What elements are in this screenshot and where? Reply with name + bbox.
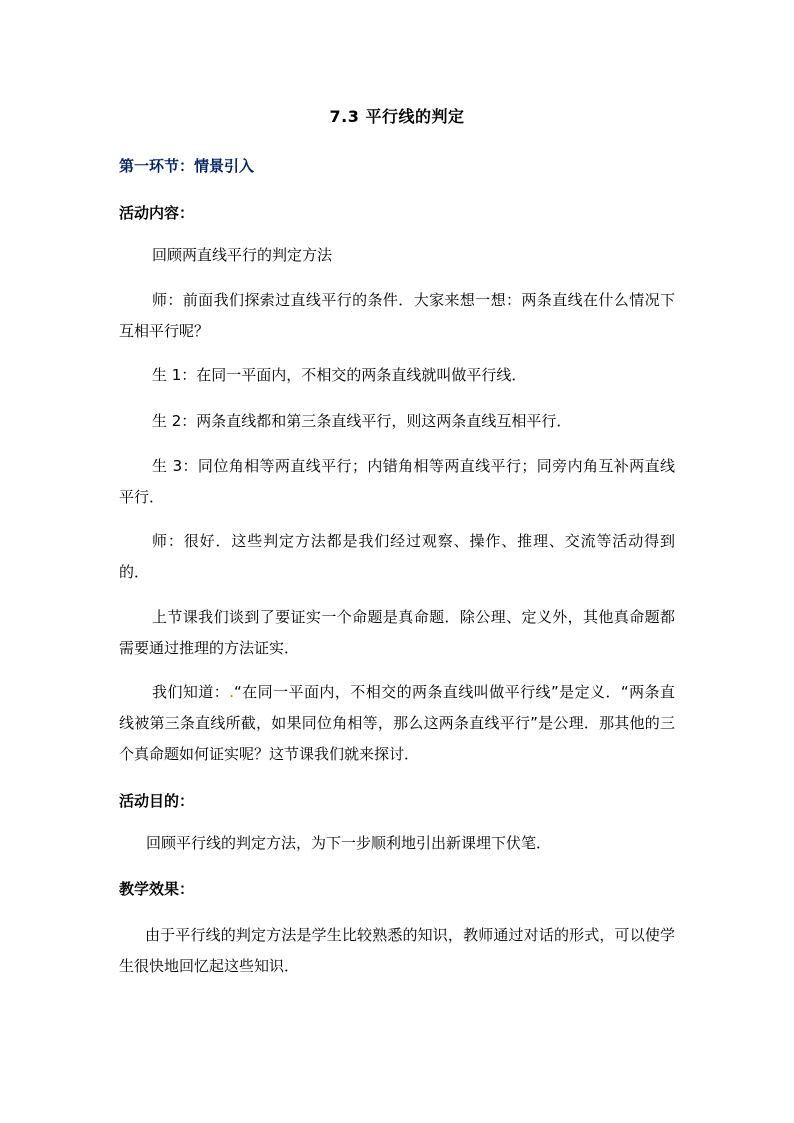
student1-paragraph: 生 1：在同一平面内，不相交的两条直线就叫做平行线．	[152, 366, 527, 384]
known-facts-text: “在同一平面内，不相交的两条直线叫做平行线”是定义．“两条直线被第三条直线所截，如果同位角相等，那么这两条直线平行”是公理．那其他的三个真命题如何证实呢？这节课我们就来探讨．	[119, 683, 675, 763]
known-facts-paragraph	[119, 677, 675, 770]
intro-paragraph: 回顾两直线平行的判定方法	[152, 246, 333, 264]
activity-goal-heading: 活动目的：	[119, 792, 195, 810]
teaching-effect-heading: 教学效果：	[119, 880, 195, 898]
known-facts-mark: .	[229, 683, 234, 701]
student3-paragraph: 生 3：同位角相等两直线平行；内错角相等两直线平行；同旁内角互补两直线平行．	[119, 457, 675, 506]
activity-content-heading: 活动内容：	[119, 204, 195, 222]
student2-paragraph: 生 2：两条直线都和第三条直线平行，则这两条直线互相平行．	[152, 412, 572, 430]
last-lesson-paragraph: 上节课我们谈到了要证实一个命题是真命题．除公理、定义外，其他真命题都需要通过推理的方法证实．	[119, 608, 675, 657]
goal-paragraph: 回顾平行线的判定方法，为下一步顺利地引出新课埋下伏笔．	[146, 834, 552, 852]
effect-paragraph: 由于平行线的判定方法是学生比较熟悉的知识，教师通过对话的形式，可以使学生很快地回忆起这些知识．	[119, 926, 675, 975]
section-heading: 第一环节：情景引入	[119, 157, 255, 175]
known-facts-prefix: 我们知道：	[152, 683, 230, 701]
page-title: 7.3 平行线的判定	[329, 107, 465, 126]
teacher-question-paragraph: 师：前面我们探索过直线平行的条件．大家来想一想：两条直线在什么情况下互相平行呢？	[119, 291, 675, 340]
teacher-reply-paragraph: 师：很好．这些判定方法都是我们经过观察、操作、推理、交流等活动得到的．	[119, 532, 675, 581]
